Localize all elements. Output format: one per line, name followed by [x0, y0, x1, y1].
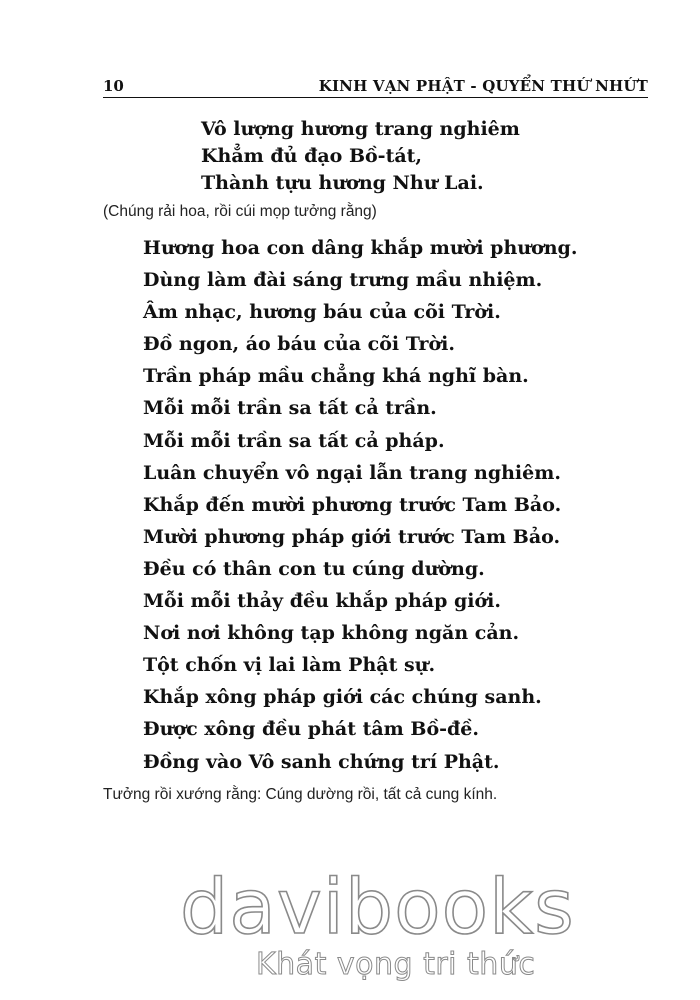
verse-line: Vô lượng hương trang nghiêm: [201, 118, 520, 140]
verse-line: Mười phương pháp giới trước Tam Bảo.: [143, 525, 561, 548]
verse-line: Mỗi mỗi trần sa tất cả trần.: [143, 397, 437, 420]
verse-line: Đồng vào Vô sanh chứng trí Phật.: [143, 750, 500, 773]
verse-line: Dùng làm đài sáng trưng mầu nhiệm.: [143, 269, 543, 292]
verse-line: Đều có thân con tu cúng dường.: [143, 557, 485, 580]
closing-note: Tưởng rồi xướng rằng: Cúng dường rồi, tất cả cung kính.: [103, 786, 498, 803]
verse-line: Luân chuyển vô ngại lẫn trang nghiêm.: [143, 461, 561, 484]
running-title: KINH VẠN PHẬT - QUYỂN THỨ NHỨT: [318, 77, 648, 95]
verse-line: Được xông đều phát tâm Bồ-đề.: [143, 718, 480, 741]
verse-line: Âm nhạc, hương báu của cõi Trời.: [143, 301, 501, 324]
verse-line: Trần pháp mầu chẳng khá nghĩ bàn.: [143, 365, 529, 388]
verse-line: Tột chốn vị lai làm Phật sự.: [143, 654, 436, 677]
verse-stanza-2: [143, 232, 577, 778]
instruction-note: (Chúng rải hoa, rồi cúi mọp tưởng rằng): [103, 203, 377, 220]
page-number: 10: [103, 77, 124, 95]
verse-line: Khắp đến mười phương trước Tam Bảo.: [143, 493, 562, 516]
verse-line: Mỗi mỗi thảy đều khắp pháp giới.: [143, 590, 502, 613]
verse-line: Nơi nơi không tạp không ngăn cản.: [143, 622, 520, 645]
verse-line: Khẳm đủ đạo Bồ-tát,: [201, 145, 423, 167]
watermark-tagline: Khát vọng tri thức: [256, 947, 536, 982]
verse-stanza-1: [201, 116, 520, 197]
page-header: [103, 73, 648, 97]
verse-line: Đồ ngon, áo báu của cõi Trời.: [143, 333, 455, 356]
publisher-watermark: [0, 862, 700, 1000]
verse-line: Hương hoa con dâng khắp mười phương.: [143, 237, 578, 259]
verse-line: Khắp xông pháp giới các chúng sanh.: [143, 686, 542, 709]
verse-line: Mỗi mỗi trần sa tất cả pháp.: [143, 429, 445, 452]
verse-line: Thành tựu hương Như Lai.: [201, 172, 484, 194]
watermark-logo-text: davibooks: [180, 862, 575, 951]
header-rule: [103, 97, 648, 98]
